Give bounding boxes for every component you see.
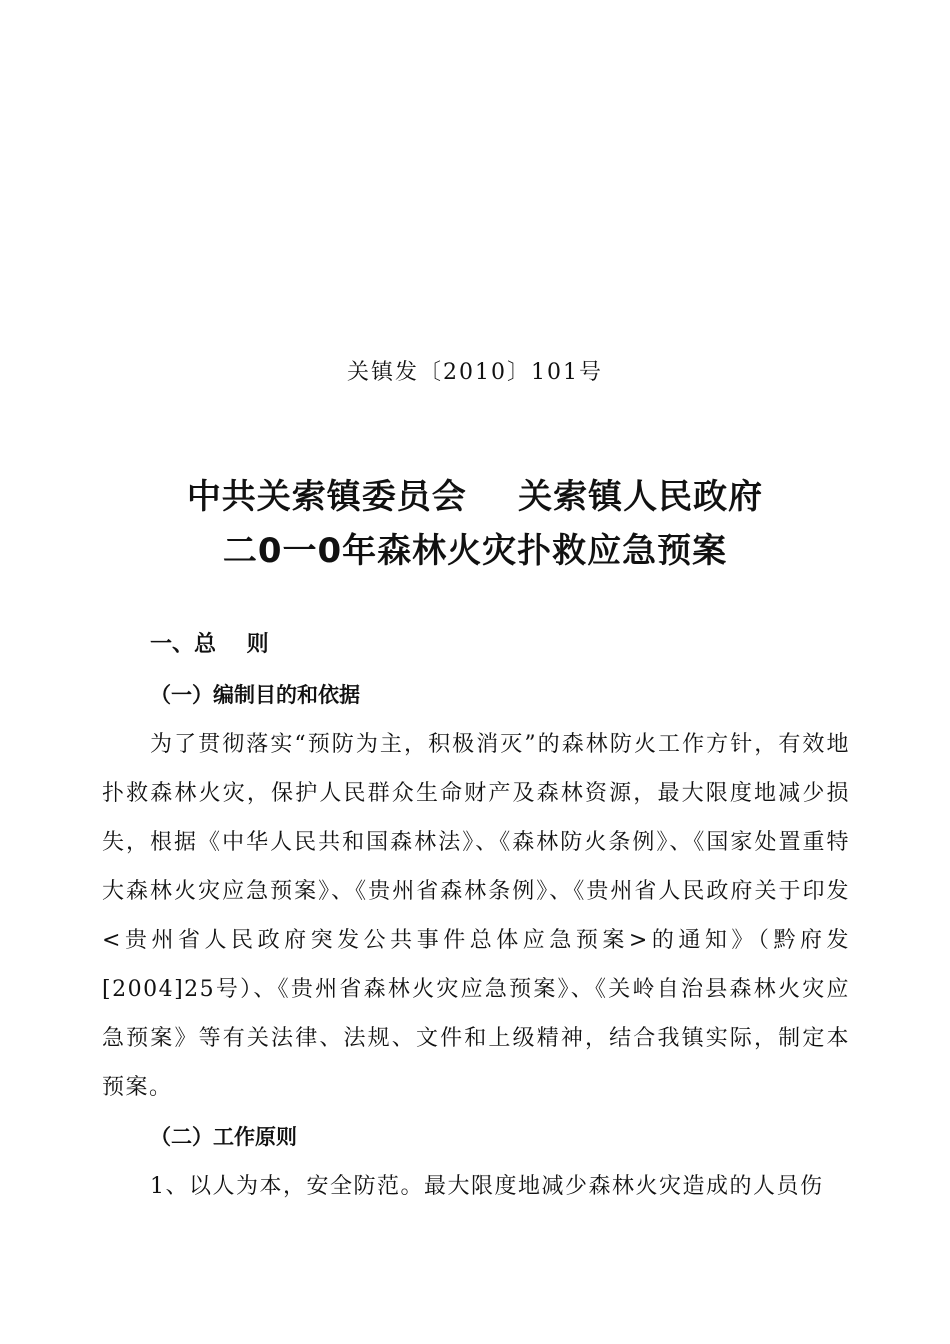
paragraph-purpose: 为了贯彻落实“预防为主，积极消灭”的森林防火工作方针，有效地扑救森林火灾，保护人民群众生命财产及森林资源，最大限度地减少损失，根据《中华人民共和国森林法》、《森林防火条例》、《国家处置重特大森林火灾应急预案》、《贵州省森林条例》、《贵州省人民政府关于印发<贵州省人民政府突发公共事件总体应急预案>的通知》（黔府发[2004]25号）、《贵州省森林火灾应急预案》、《关岭自治县森林火灾应急预案》等有关法律、法规、文件和上级精神，结合我镇实际，制定本预案。 [102,732,850,1100]
paragraph-principles: 1、以人为本，安全防范。最大限度地减少森林火灾造成的人员伤 [150,1174,824,1199]
section-heading-general: 一、总 则 [150,632,269,657]
document-body [102,620,850,1211]
document-title [0,470,950,578]
title-line-issuers: 中共关索镇委员会 关索镇人民政府 [186,477,764,517]
subsection-heading-purpose: （一）编制目的和依据 [150,683,360,707]
title-line-plan-name: 二0一0年森林火灾扑救应急预案 [222,531,728,571]
subsection-heading-principles: （二）工作原则 [150,1125,297,1149]
document-number: 关镇发〔2010〕101号 [347,360,603,385]
